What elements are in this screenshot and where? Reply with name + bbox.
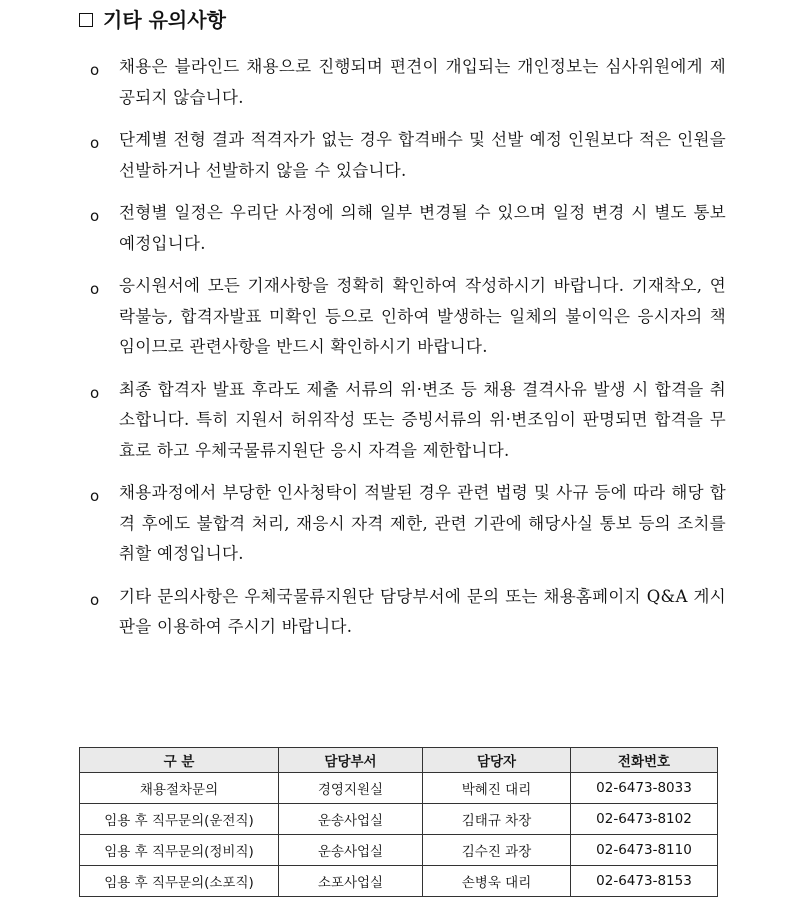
cell-contact-person: 손병욱 대리 [423,866,571,897]
cell-department: 소포사업실 [279,866,423,897]
checkbox-square-icon [79,13,93,27]
cell-department: 운송사업실 [279,804,423,835]
notice-text: 채용과정에서 부당한 인사청탁이 적발된 경우 관련 법령 및 사규 등에 따라 해당 합격 후에도 불합격 처리, 재응시 자격 제한, 관련 기관에 해당사실 통보 등의 조치를 취할 예정입니다. [119,483,726,563]
notice-item [86,582,726,643]
cell-category: 임용 후 직무문의(정비직) [80,835,279,866]
bullet-circle-icon: ο [90,487,100,505]
header-department: 담당부서 [279,748,423,773]
notice-text: 응시원서에 모든 기재사항을 정확히 확인하여 작성하시기 바랍니다. 기재착오, 연락불능, 합격자발표 미확인 등으로 인하여 발생하는 일체의 불이익은 응시자의 책임이므로 관련사항을 반드시 확인하시기 바랍니다. [119,276,726,356]
header-contact-person: 담당자 [423,748,571,773]
header-category: 구 분 [80,748,279,773]
cell-contact-person: 박혜진 대리 [423,773,571,804]
cell-department: 경영지원실 [279,773,423,804]
notice-item [86,478,726,570]
bullet-circle-icon: ο [90,590,100,609]
cell-category: 채용절차문의 [80,773,279,804]
section-heading [79,6,226,34]
contact-table [79,747,718,897]
bullet-circle-icon: ο [90,383,100,402]
table-row [80,773,718,804]
cell-contact-person: 김태규 차장 [423,804,571,835]
cell-phone: 02-6473-8153 [571,866,718,897]
table-row [80,804,718,835]
cell-phone: 02-6473-8110 [571,835,718,866]
cell-phone: 02-6473-8033 [571,773,718,804]
cell-category: 임용 후 직무문의(소포직) [80,866,279,897]
table-header-row [80,748,718,773]
section-title: 기타 유의사항 [103,8,226,32]
table-row [80,866,718,897]
bullet-circle-icon: ο [90,280,100,298]
notice-text: 기타 문의사항은 우체국물류지원단 담당부서에 문의 또는 채용홈페이지 Q&A 게시판을 이용하여 주시기 바랍니다. [119,586,726,636]
notice-text: 최종 합격자 발표 후라도 제출 서류의 위·변조 등 채용 결격사유 발생 시 합격을 취소합니다. 특히 지원서 허위작성 또는 증빙서류의 위·변조임이 판명되면 합격을 무효로 하고 우체국물류지원단 응시 자격을 제한합니다. [119,379,726,460]
table-row [80,835,718,866]
notice-item [86,125,726,186]
notice-text: 단계별 전형 결과 적격자가 없는 경우 합격배수 및 선발 예정 인원보다 적은 인원을 선발하거나 선발하지 않을 수 있습니다. [119,130,726,180]
notice-item [86,198,726,259]
bullet-circle-icon: ο [90,61,100,79]
notice-item [86,375,726,467]
cell-phone: 02-6473-8102 [571,804,718,835]
cell-department: 운송사업실 [279,835,423,866]
header-phone: 전화번호 [571,748,718,773]
bullet-circle-icon: ο [90,207,100,225]
notice-item [86,52,726,113]
notice-text: 전형별 일정은 우리단 사정에 의해 일부 변경될 수 있으며 일정 변경 시 별도 통보 예정입니다. [119,203,726,253]
notice-item [86,271,726,363]
cell-contact-person: 김수진 과장 [423,835,571,866]
cell-category: 임용 후 직무문의(운전직) [80,804,279,835]
notice-list [86,52,726,655]
notice-text: 채용은 블라인드 채용으로 진행되며 편견이 개입되는 개인정보는 심사위원에게 제공되지 않습니다. [119,57,726,107]
bullet-circle-icon: ο [90,134,100,152]
